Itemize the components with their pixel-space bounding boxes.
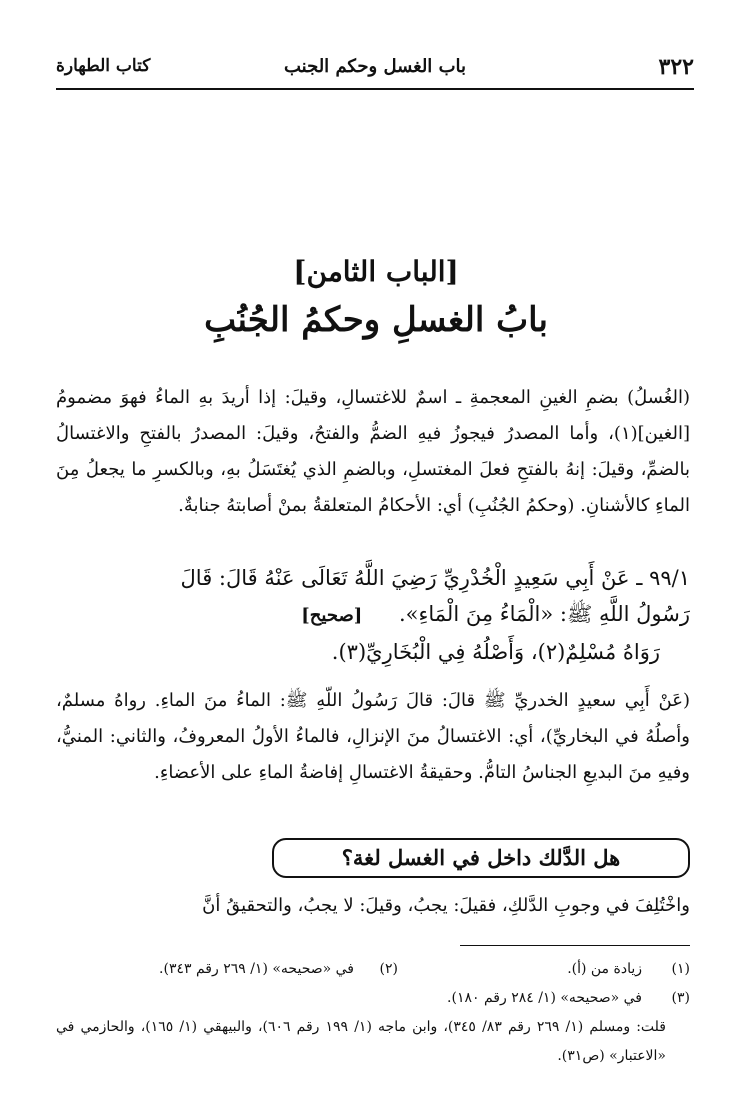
hadith-text — [56, 560, 690, 670]
page-number: ٣٢٢ — [658, 54, 694, 80]
commentary-paragraph: (عَنْ أَبِي سعيدٍ الخدريِّ ﷺ قالَ: قالَ رَسُولُ اللّهِ ﷺ: الماءُ منَ الماءِ. رواهُ مسلمٌ، وأصلُهُ في البخاريِّ)، أي: الاغتسالُ منَ الإنزالِ، فالماءُ الأولُ المعروفُ، والثاني: المنيُّ، وفيهِ منَ البديعِ الجناسُ التامُّ. وحقيقةُ الاغتسالِ إفاضةُ الماءِ على الأعضاءِ. — [56, 690, 690, 783]
hadith-line-1: ٩٩/١ ـ عَنْ أَبِي سَعِيدٍ الْخُدْرِيِّ رَضِيَ اللَّهُ تَعَالَى عَنْهُ قَالَ: قَالَ — [180, 566, 690, 590]
footnote-row — [56, 984, 690, 1013]
footnote-text: في «صحيحه» (١/ ٢٨٤ رقم ١٨٠). — [447, 990, 642, 1006]
hadith-line-2: رَسُولُ اللَّهِ ﷺ: «الْمَاءُ مِنَ الْمَاءِ». — [398, 602, 690, 626]
header-divider — [56, 88, 694, 90]
footnote-continuation: قلت: ومسلم (١/ ٢٦٩ رقم ٨٣/ ٣٤٥)، وابن ماجه (١/ ١٩٩ رقم ٦٠٦)، والبيهقي (١/ ١٦٥)، والحازمي في «الاعتبار» (ص٣١). — [56, 1019, 666, 1064]
footnote-number: (٢) — [379, 961, 398, 977]
footnote-divider — [460, 945, 690, 946]
footnote-text: في «صحيحه» (١/ ٢٦٩ رقم ٣٤٣). — [159, 961, 354, 977]
footnote-number: (٣) — [671, 990, 690, 1006]
running-book-title: كتاب الطهارة — [56, 56, 151, 76]
running-chapter-title: باب الغسل وحكم الجنب — [283, 56, 467, 77]
continuation-paragraph: واخْتُلِفَ في وجوبِ الدَّلكِ، فقيلَ: يجبُ، وقيلَ: لا يجبُ، والتحقيقُ أنَّ — [202, 895, 690, 916]
footnotes — [56, 955, 690, 1071]
question-heading-box: هل الدَّلك داخل في الغسل لغة؟ — [272, 838, 690, 878]
running-header — [56, 48, 694, 88]
intro-paragraph: (الغُسلُ) بضمِ الغينِ المعجمةِ ـ اسمٌ للاغتسالِ، وقيلَ: إذا أريدَ بهِ الماءُ فهوَ مضمومُ [الغين](١)، وأما المصدرُ فيجوزُ فيهِ الضمُّ والفتحُ، وقيلَ: المصدرُ بالفتحِ والاغتسالُ بالضمِّ، وقيلَ: إنهُ بالفتحِ فعلَ المغتسلِ، وبالضمِ الذي يُغتَسَلُ بهِ، وبالكسرِ ما يجعلُ مِنَ الماءِ كالأشنانِ. (وحكمُ الجُنُبِ) أي: الأحكامُ المتعلقةُ بمنْ أصابتهُ جنابةٌ. — [56, 387, 690, 516]
footnote-row — [56, 955, 690, 984]
hadith-grade: [ صحيح ] — [301, 598, 362, 634]
chapter-number-heading: [الباب الثامن] — [293, 255, 459, 288]
footnote-number: (١) — [671, 961, 690, 977]
footnote-text: زيادة من (أ). — [567, 961, 642, 977]
hadith-source: رَوَاهُ مُسْلِمٌ(٢)، وَأَصْلُهُ فِي الْبُخَارِيِّ(٣). — [331, 640, 660, 664]
chapter-title-heading: بابُ الغسلِ وحكمُ الجُنُبِ — [204, 300, 548, 340]
